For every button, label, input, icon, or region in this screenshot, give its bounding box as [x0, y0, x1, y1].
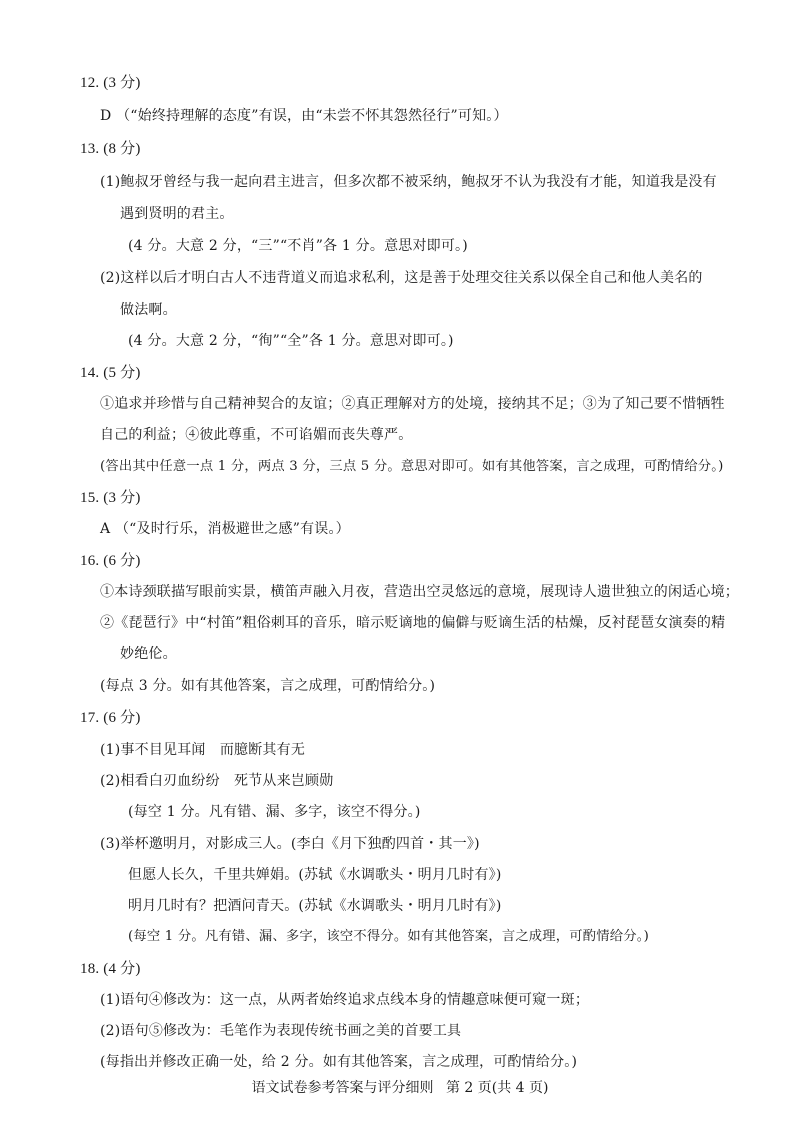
- q13-part2-line1: (2)这样以后才明白古人不违背道义而追求私利，这是善于处理交往关系以保全自己和他人美名的: [100, 270, 703, 286]
- q18-answer1: (1)语句④修改为：这一点，从两者始终追求点线本身的情趣意味便可窥一斑；: [100, 992, 590, 1008]
- q17-score1: (每空 1 分。凡有错、漏、多字，该空不得分。): [128, 804, 421, 820]
- q14-line1: ①追求并珍惜与自己精神契合的友谊；②真正理解对方的处境，接纳其不足；③为了知己要不惜牺牲: [100, 396, 725, 412]
- q16-line2: ②《琵琶行》中“村笛”粗俗刺耳的音乐，暗示贬谪地的偏僻与贬谪生活的枯燥，反衬琵琶女演奏的精: [100, 615, 726, 631]
- q17-answer3c: 明月几时有？把酒问青天。(苏轼《水调歌头・明月几时有》): [128, 898, 502, 914]
- q18-answer2: (2)语句⑤修改为：毛笔作为表现传统书画之美的首要工具: [100, 1023, 462, 1039]
- footer-title: 语文试卷参考答案与评分细则: [251, 1080, 434, 1096]
- q17-score2: (每空 1 分。凡有错、漏、多字，该空不得分。如有其他答案，言之成理，可酌情给分。): [128, 929, 650, 944]
- q16-line3: 妙绝伦。: [120, 646, 177, 662]
- q13-part1-score: (4 分。大意 2 分，“三”“不肖”各 1 分。意思对即可。): [128, 238, 468, 254]
- q18-score: (每指出并修改正确一处，给 2 分。如有其他答案，言之成理，可酌情给分。): [100, 1054, 578, 1070]
- q16-line1: ①本诗颈联描写眼前实景，横笛声融入月夜，营造出空灵悠远的意境，展现诗人遗世独立的闲适心境；: [100, 584, 739, 600]
- q14-heading: 14. (5 分): [80, 365, 141, 381]
- q14-score: (答出其中任意一点 1 分，两点 3 分，三点 5 分。意思对即可。如有其他答案，言之成理，可酌情给分。): [100, 459, 724, 474]
- q13-part2-line2: 做法啊。: [120, 302, 177, 318]
- q14-line2: 自己的利益；④彼此尊重，不可谄媚而丧失尊严。: [100, 427, 413, 443]
- q16-score: (每点 3 分。如有其他答案，言之成理，可酌情给分。): [100, 678, 436, 694]
- q13-part1-line1: (1)鲍叔牙曾经与我一起向君主进言，但多次都不被采纳，鲍叔牙不认为我没有才能，知道我是没有: [100, 174, 717, 190]
- q15-heading: 15. (3 分): [80, 490, 141, 506]
- q12-heading: 12. (3 分): [80, 75, 141, 91]
- q15-answer: A （“及时行乐，消极避世之感”有误。）: [100, 521, 350, 537]
- q17-answer1: (1)事不目见耳闻 而臆断其有无: [100, 742, 306, 758]
- footer-page-number: 第 2 页(共 4 页): [445, 1080, 549, 1096]
- q16-heading: 16. (6 分): [80, 553, 141, 569]
- q18-heading: 18. (4 分): [80, 961, 141, 977]
- q13-heading: 13. (8 分): [80, 141, 141, 157]
- q17-answer3b: 但愿人长久，千里共婵娟。(苏轼《水调歌头・明月几时有》): [128, 867, 502, 883]
- q12-answer: D （“始终持理解的态度”有误，由“未尝不怀其怨然径行”可知。）: [100, 108, 508, 124]
- q17-answer3: (3)举杯邀明月，对影成三人。(李白《月下独酌四首・其一》): [100, 836, 480, 852]
- page-footer: [0, 1078, 800, 1098]
- q13-part2-score: (4 分。大意 2 分，“徇”“全”各 1 分。意思对即可。): [128, 333, 454, 349]
- q13-part1-line2: 遇到贤明的君主。: [120, 206, 234, 222]
- q17-answer2: (2)相看白刃血纷纷 死节从来岂顾勋: [100, 773, 334, 789]
- q17-heading: 17. (6 分): [80, 710, 141, 726]
